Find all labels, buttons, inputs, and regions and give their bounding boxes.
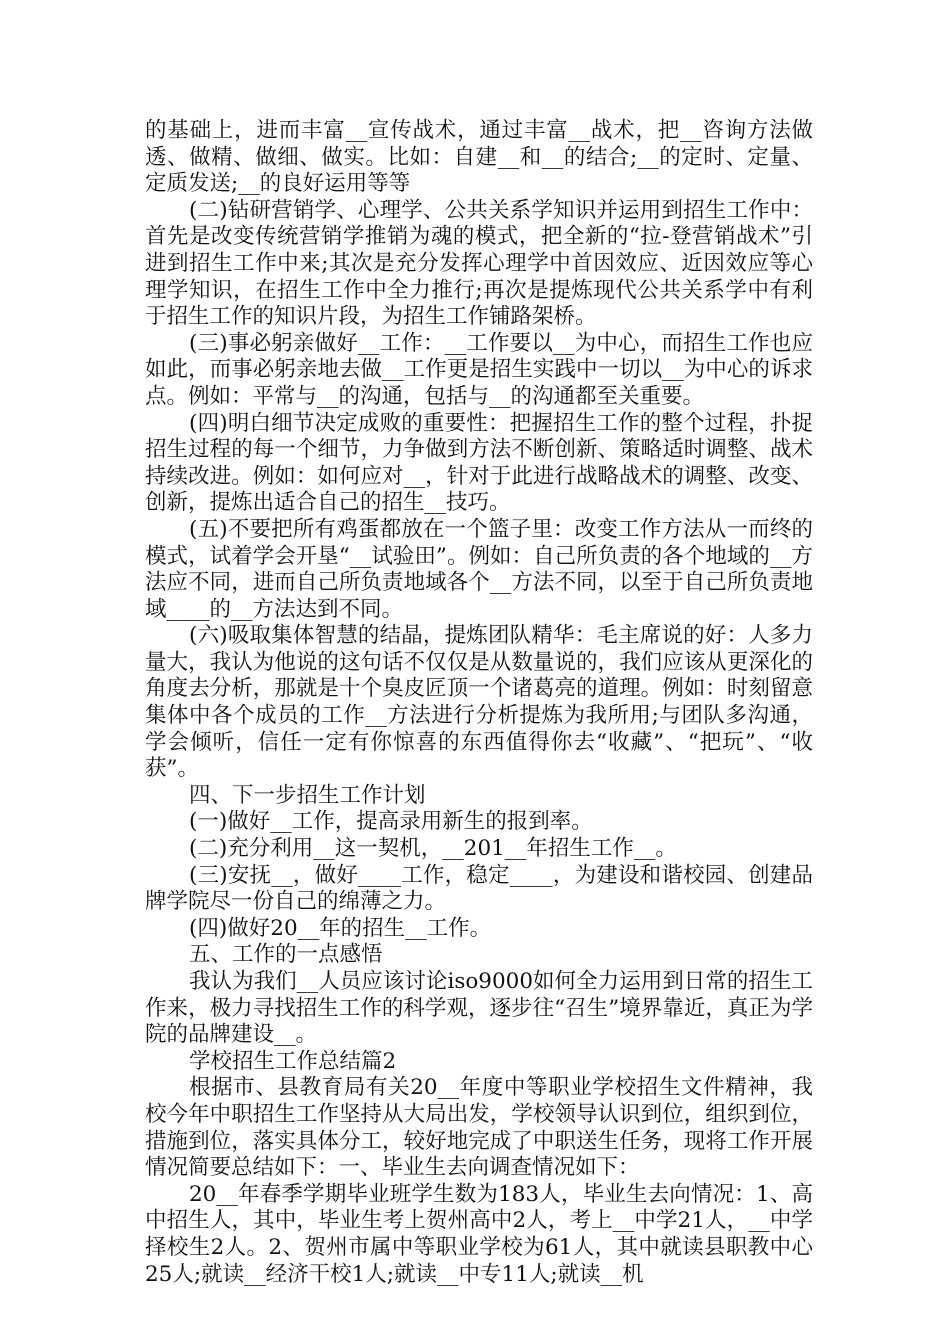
section-heading-4: 四、下一步招生工作计划 [189,782,426,808]
paragraph-3: (三)事必躬亲做好__工作：__工作要以__为中心，而招生工作也应如此，而事必躬亲地去做__工作更是招生实践中一切以__为中心的诉求点。例如：平常与__的沟通，包括与__的沟通都至关重要。 [145,330,813,409]
graduate-stats-paragraph: 20__年春季学期毕业班学生数为183人，毕业生去向情况：1、高中招生人，其中，毕业生考上贺州高中2人，考上__中学21人，__中学择校生2人。2、贺州市属中等职业学校为61人，其中就读县职教中心25人;就读__经济干校1人;就读__中专11人;就读__机 [145,1181,813,1287]
paragraph-2: (二)钻研营销学、心理学、公共关系学知识并运用到招生工作中：首先是改变传统营销学推销为魂的模式，把全新的“拉-登营销战术”引进到招生工作中来;其次是充分发挥心理学中首因效应、近因效应等心理学知识，在招生工作中全力推行;再次是提炼现代公共关系学中有利于招生工作的知识片段，为招生工作铺路架桥。 [145,197,813,330]
document-body [145,118,813,1288]
plan-item-4: (四)做好20__年的招生__工作。 [189,915,492,941]
paragraph-6: (六)吸取集体智慧的结晶，提炼团队精华：毛主席说的好：人多力量大，我认为他说的这句话不仅仅是从数量说的，我们应该从更深化的角度去分析，那就是十个臭皮匠顶一个诸葛亮的道理。例如：时刻留意集体中各个成员的工作__方法进行分析提炼为我所用;与团队多沟通，学会倾听，信任一定有你惊喜的东西值得你去“收藏”、“把玩”、“收获”。 [145,623,813,782]
paragraph-4: (四)明白细节决定成败的重要性：把握招生工作的整个过程，扑捉招生过程的每一个细节，力争做到方法不断创新、策略适时调整、战术持续改进。例如：如何应对__，针对于此进行战略战术的调整、改变、创新，提炼出适合自己的招生__技巧。 [145,410,813,516]
article-title-2: 学校招生工作总结篇2 [189,1048,397,1074]
reflection-paragraph: 我认为我们__人员应该讨论iso9000如何全力运用到日常的招生工作来，极力寻找招生工作的科学观，逐步往“召生”境界靠近，真正为学院的品牌建设__。 [145,969,813,1048]
section-heading-5: 五、工作的一点感悟 [189,942,383,968]
plan-item-2: (二)充分利用__这一契机，__201__年招生工作__。 [189,836,677,862]
plan-item-3: (三)安抚__，做好____工作，稳定____，为建设和谐校园、创建品牌学院尽一份自己的绵薄之力。 [145,862,813,915]
paragraph-1: 的基础上，进而丰富__宣传战术，通过丰富__战术，把__咨询方法做透、做精、做细、做实。比如：自建__和__的结合;__的定时、定量、定质发送;__的良好运用等等 [145,118,813,197]
paragraph-5: (五)不要把所有鸡蛋都放在一个篮子里：改变工作方法从一而终的模式，试着学会开垦“__试验田”。例如：自己所负责的各个地域的__方法应不同，进而自己所负责地域各个__方法不同，以至于自己所负责地域____的__方法达到不同。 [145,516,813,622]
summary-intro-paragraph: 根据市、县教育局有关20__年度中等职业学校招生文件精神，我校今年中职招生工作坚持从大局出发，学校领导认识到位，组织到位，措施到位，落实具体分工，较好地完成了中职送生任务，现将工作开展情况简要总结如下：一、毕业生去向调查情况如下： [145,1075,813,1181]
plan-item-1: (一)做好__工作，提高录用新生的报到率。 [189,809,593,835]
